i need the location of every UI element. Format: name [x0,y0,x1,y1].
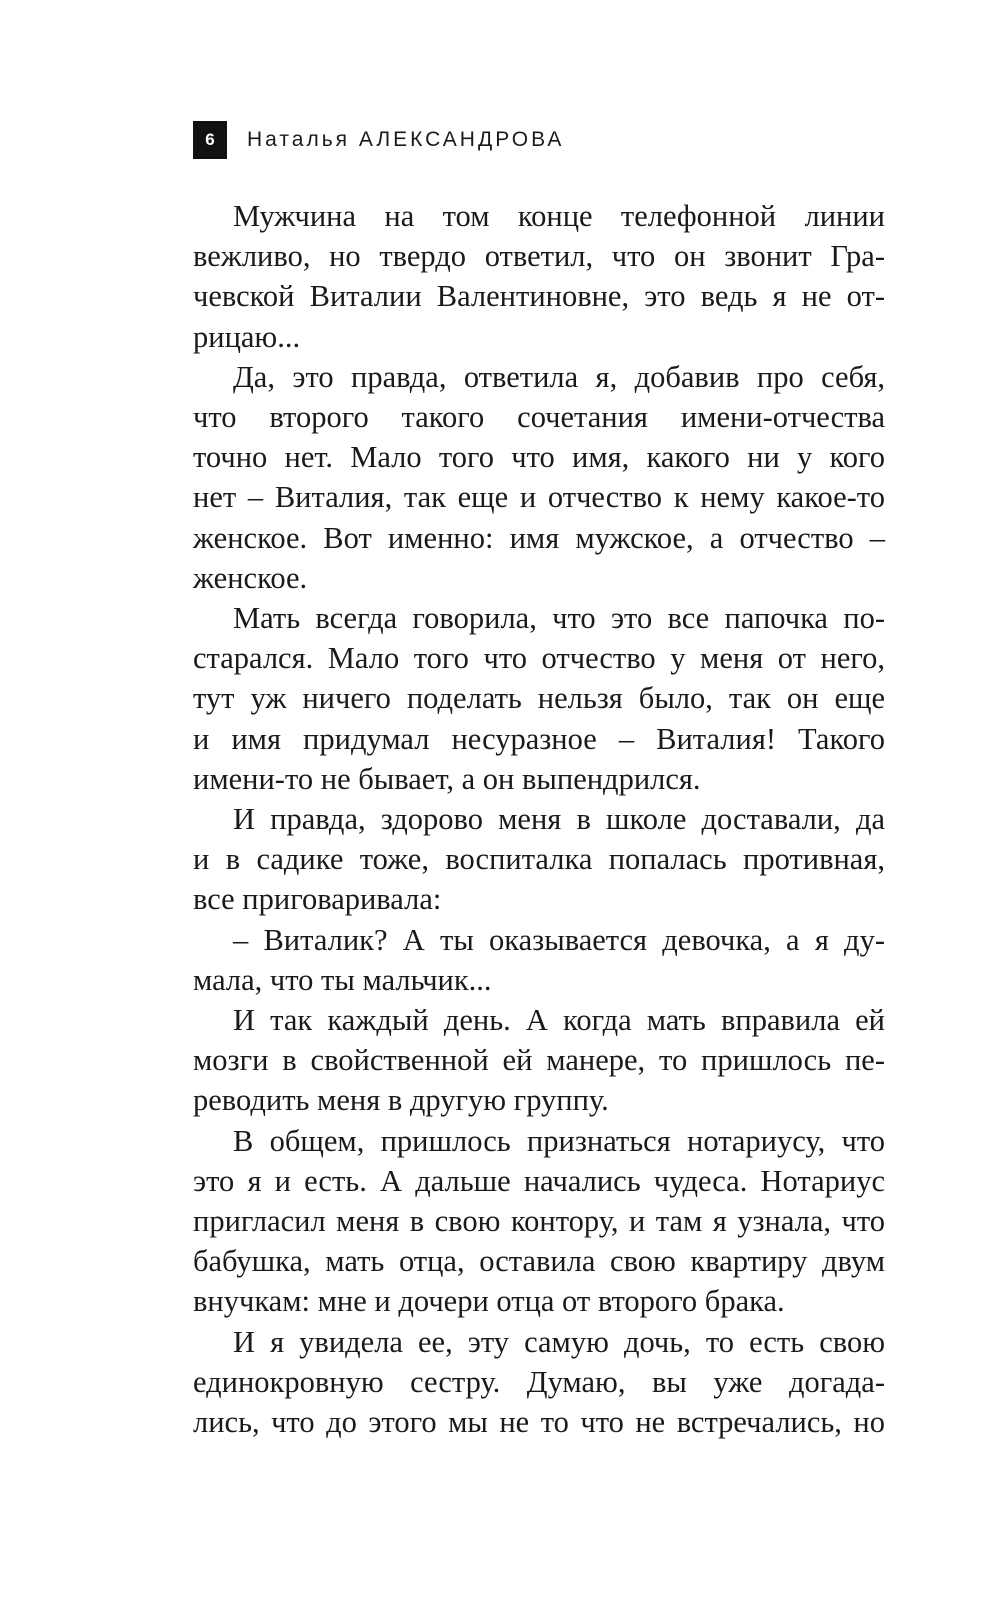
text-line: это я и есть. А дальше начались чудеса. Нотариус [193,1163,885,1198]
text-line: женское. [193,560,308,595]
text-line: чевской Виталии Валентиновне, это ведь я не от- [193,279,885,314]
running-head [193,122,564,158]
text-line: мала, что ты мальчик... [193,962,492,997]
text-line: И правда, здорово меня в школе доставали, да [233,802,885,837]
text-line: старался. Мало того что отчество у меня от него, [193,641,885,676]
text-line: – Виталик? А ты оказывается девочка, а я ду- [233,922,885,957]
author-name: Наталья АЛЕКСАНДРОВА [247,128,565,151]
text-line: имени-то не бывает, а он выпендрился. [193,761,701,796]
paragraph [193,920,885,1000]
text-line: Мать всегда говорила, что это все папочка по- [233,601,885,636]
text-line: все приговаривала: [193,882,442,917]
text-line: тут уж ничего поделать нельзя было, так он еще [193,681,885,716]
text-line: нет – Виталия, так еще и отчество к нему какое-то [193,480,885,515]
text-line: бабушка, мать отца, оставила свою квартиру двум [193,1244,885,1279]
paragraph [193,799,885,920]
text-line: Мужчина на том конце телефонной линии [233,199,885,233]
paragraph [193,1322,885,1443]
page-number-badge: 6 [193,121,227,159]
text-line: реводить меня в другую группу. [193,1083,609,1118]
text-line: И так каждый день. А когда мать вправила ей [233,1003,885,1038]
text-line: И я увидела ее, эту самую дочь, то есть свою [233,1324,885,1359]
text-line: вежливо, но твердо ответил, что он звонит Гра- [193,239,885,274]
paragraph [193,1121,885,1322]
text-line: рицаю... [193,319,301,354]
body-text [193,196,885,1442]
paragraph [193,357,885,598]
text-line: точно нет. Мало того что имя, какого ни у кого [193,440,885,475]
text-line: мозги в свойственной ей манере, то пришлось пе- [193,1043,885,1078]
paragraph [193,196,885,357]
text-line: что второго такого сочетания имени-отчества [193,400,885,435]
text-line: В общем, пришлось признаться нотариусу, что [233,1123,885,1158]
text-line: и имя придумал несуразное – Виталия! Такого [193,721,885,756]
text-line: и в садике тоже, воспиталка попалась противная, [193,842,885,877]
text-line: женское. Вот именно: имя мужское, а отчество – [193,520,885,555]
text-line: Да, это правда, ответила я, добавив про себя, [233,359,885,394]
text-line: единокровную сестру. Думаю, вы уже догада- [193,1364,885,1399]
text-line: внучкам: мне и дочери отца от второго брака. [193,1284,785,1319]
text-line: лись, что до этого мы не то что не встречались, но [193,1405,885,1440]
text-line: пригласил меня в свою контору, и там я узнала, что [193,1204,885,1239]
paragraph [193,1000,885,1121]
paragraph [193,598,885,799]
